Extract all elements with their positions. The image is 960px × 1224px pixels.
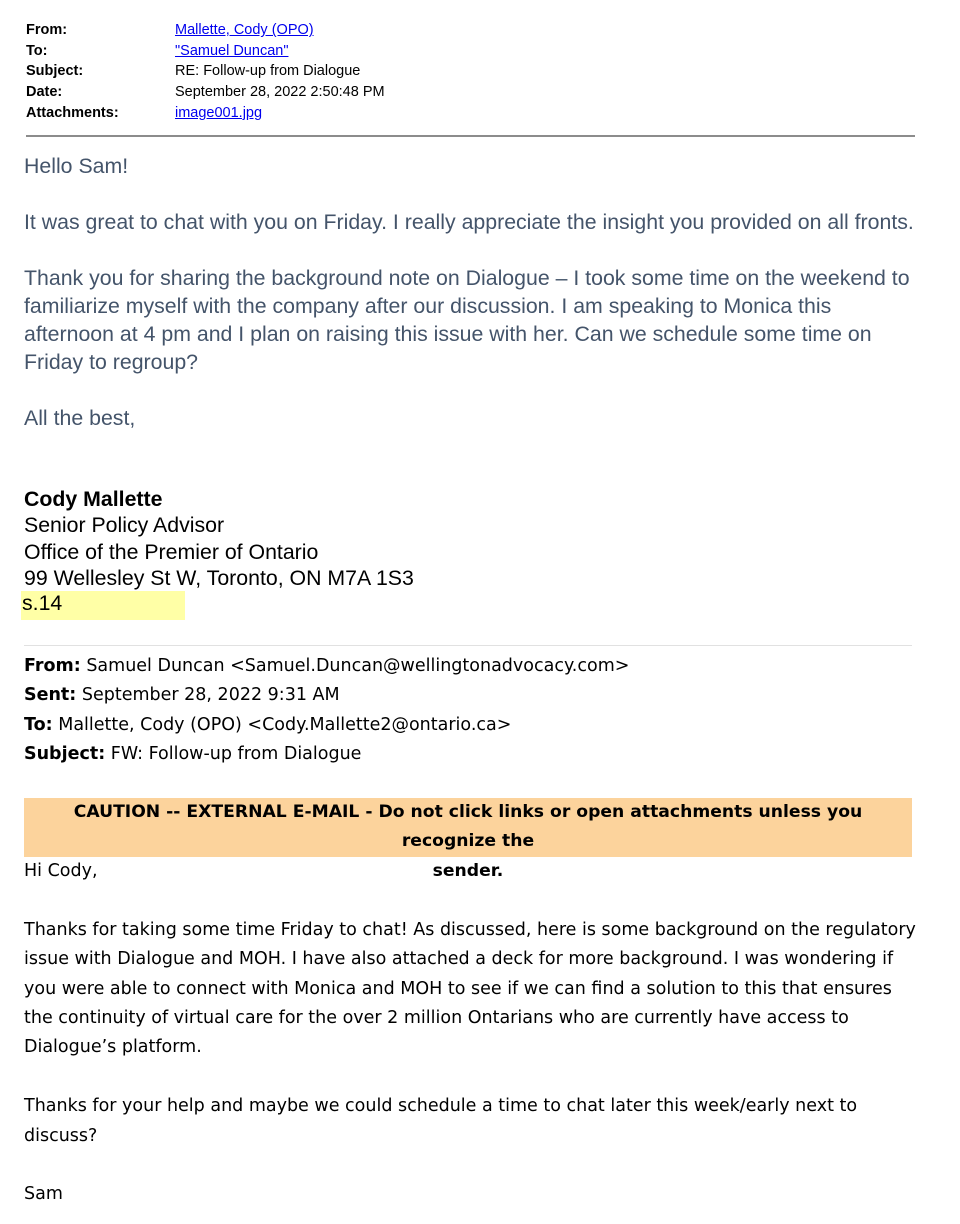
signature-name: Cody Mallette <box>24 487 163 511</box>
reply-greeting: Hello Sam! <box>24 154 129 178</box>
date-value: September 28, 2022 2:50:48 PM <box>175 84 385 101</box>
date-label: Date: <box>26 84 63 101</box>
forwarded-subject-value: FW: Follow-up from Dialogue <box>110 744 362 765</box>
redaction-label: s.14 <box>22 591 63 615</box>
attachments-label: Attachments: <box>26 104 119 121</box>
signature-block <box>24 486 624 591</box>
to-link[interactable]: "Samuel Duncan" <box>175 42 289 59</box>
reply-body <box>24 152 924 432</box>
forwarded-greeting: Hi Cody, <box>24 861 98 881</box>
caution-line-2: sender. <box>432 860 504 881</box>
header-from-row <box>26 20 915 41</box>
forwarded-sent-label: Sent: <box>24 685 77 706</box>
forwarded-body <box>24 857 924 1210</box>
from-link[interactable]: Mallette, Cody (OPO) <box>175 22 314 39</box>
to-label: To: <box>26 42 48 59</box>
signature-address: 99 Wellesley St W, Toronto, ON M7A 1S3 <box>24 565 414 590</box>
caution-line-1: CAUTION -- EXTERNAL E-MAIL - Do not click links or open attachments unless you recognize the <box>73 802 863 852</box>
forwarded-paragraph-2: Thanks for your help and maybe we could schedule a time to chat later this week/early next to discuss? <box>24 1096 858 1146</box>
forwarded-subject-label: Subject: <box>24 744 106 765</box>
forwarded-from-row <box>24 652 924 681</box>
header-attachments-row <box>26 102 915 123</box>
forwarded-to-row <box>24 711 924 740</box>
email-header <box>26 20 915 123</box>
signature-title: Senior Policy Advisor <box>24 513 225 538</box>
forwarded-from-value: Samuel Duncan <Samuel.Duncan@wellingtonadvocacy.com> <box>86 656 630 676</box>
forwarded-to-label: To: <box>24 714 53 735</box>
header-divider <box>26 135 915 137</box>
reply-closing: All the best, <box>24 406 136 430</box>
forwarded-from-label: From: <box>24 656 81 676</box>
forwarded-sent-value: September 28, 2022 9:31 AM <box>81 685 340 706</box>
from-label: From: <box>26 22 68 39</box>
forwarded-paragraph-1: Thanks for taking some time Friday to chat! As discussed, here is some background on the regulatory issue with Dialogue and MOH. I have also attached a deck for more background. I was wondering if you were able to connect with Monica and MOH to see if we can find a solution to this that ensures the continuity of virtual care for the over 2 million Ontarians who are currently have access to Dialogue’s platform. <box>24 919 916 1058</box>
header-subject-row <box>26 61 915 82</box>
header-to-row <box>26 41 915 62</box>
subject-value: RE: Follow-up from Dialogue <box>175 63 361 80</box>
message-divider <box>24 645 912 646</box>
forwarded-sent-row <box>24 681 924 710</box>
signature-office: Office of the Premier of Ontario <box>24 539 319 564</box>
reply-paragraph-1: It was great to chat with you on Friday. I really appreciate the insight you provided on all fronts. <box>24 210 914 234</box>
forwarded-to-value: Mallette, Cody (OPO) <Cody.Mallette2@ontario.ca> <box>58 714 512 735</box>
header-date-row <box>26 82 915 103</box>
forwarded-signoff: Sam <box>24 1184 63 1205</box>
attachment-link[interactable]: image001.jpg <box>175 104 263 121</box>
reply-paragraph-2: Thank you for sharing the background note on Dialogue – I took some time on the weekend to familiarize myself with the company after our discussion. I am speaking to Monica this afternoon at 4 pm and I plan on raising this issue with her. Can we schedule some time on Friday to regroup? <box>24 266 910 374</box>
subject-label: Subject: <box>26 63 84 80</box>
forwarded-header <box>24 652 924 770</box>
forwarded-subject-row <box>24 740 924 769</box>
